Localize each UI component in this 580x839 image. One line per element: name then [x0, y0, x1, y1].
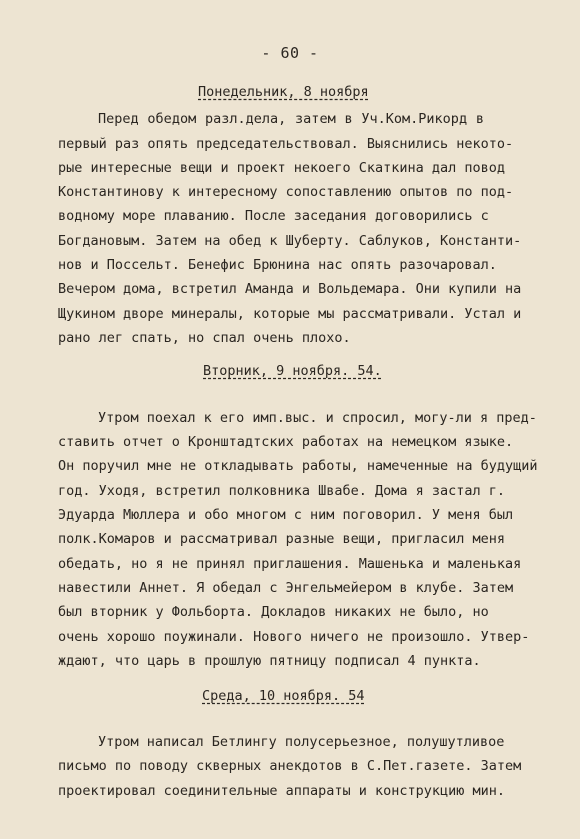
text-line: год. Уходя, встретил полковника Швабе. Дома я застал г.	[58, 483, 506, 499]
text-line: Вечером дома, встретил Аманда и Вольдемара. Они купили на	[58, 281, 522, 297]
text-line: был вторник у Фольборта. Докладов никаких не было, но	[58, 604, 489, 620]
text-line: полк.Комаров и рассматривал разные вещи, пригласил меня	[58, 531, 506, 547]
text-line: ставить отчет о Кронштадтских работах на немецком языке.	[58, 434, 514, 450]
text-line: ждают, что царь в прошлую пятницу подписал 4 пункта.	[58, 653, 481, 669]
page-number: - 60 -	[261, 44, 319, 62]
entry-heading-monday: Понедельник, 8 ноября	[198, 84, 369, 100]
text-line: Богдановым. Затем на обед к Шуберту. Саблуков, Константи-	[58, 233, 522, 249]
text-line: обедать, но я не принял приглашения. Машенька и маленькая	[58, 556, 522, 572]
entry-heading-tuesday: Вторник, 9 ноября. 54.	[203, 363, 382, 379]
text-line: Утром написал Бетлингу полусерьезное, полушутливое	[98, 734, 505, 750]
text-line: Эдуарда Мюллера и обо многом с ним поговорил. У меня был	[58, 507, 514, 523]
text-line: проектировал соединительные аппараты и конструкцию мин.	[58, 783, 506, 799]
text-line: Щукином дворе минералы, которые мы рассматривали. Устал и	[58, 306, 522, 322]
text-line: первый раз опять председательствовал. Выяснились некото-	[58, 136, 514, 152]
text-line: письмо по поводу скверных анекдотов в С.Пет.газете. Затем	[58, 758, 522, 774]
text-line: нов и Поссельт. Бенефис Брюнина нас опять разочаровал.	[58, 257, 497, 273]
text-line: очень хорошо поужинали. Нового ничего не произошло. Утвер-	[58, 629, 530, 645]
text-line: водному море плаванию. После заседания договорились с	[58, 208, 489, 224]
text-line: Утром поехал к его имп.выс. и спросил, могу-ли я пред-	[98, 410, 537, 426]
text-line: рано лег спать, но спал очень плохо.	[58, 330, 351, 346]
text-line: Перед обедом разл.дела, затем в Уч.Ком.Рикорд в	[98, 111, 484, 127]
text-line: навестили Аннет. Я обедал с Энгельмейером в клубе. Затем	[58, 580, 514, 596]
text-line: Константинову к интересному сопоставлению опытов по под-	[58, 184, 514, 200]
text-line: рые интересные вещи и проект некоего Скаткина дал повод	[58, 160, 506, 176]
text-line: Он поручил мне не откладывать работы, намеченные на будущий	[58, 458, 538, 474]
entry-heading-wednesday: Среда, 10 ноября. 54	[202, 688, 365, 704]
